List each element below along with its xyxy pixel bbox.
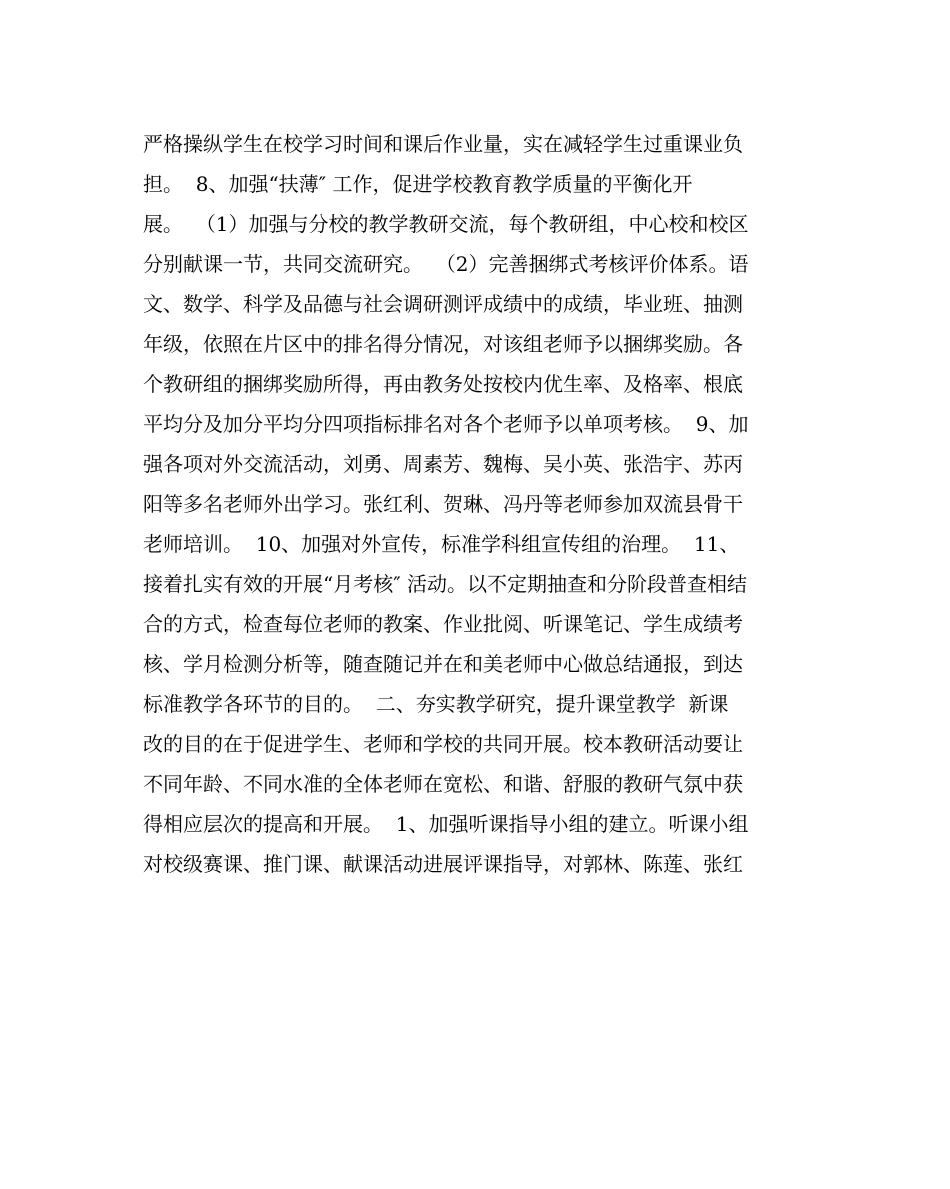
- text-line: 不同年龄、不同水准的全体老师在宽松、和谐、舒服的教研气氛中获: [143, 772, 743, 796]
- text-line: 个教研组的捆绑奖励所得，再由教务处按校内优生率、及格率、根底: [143, 372, 743, 396]
- text-line: 老师培训。 10、加强对外宣传，标准学科组宣传组的治理。 11、: [143, 532, 740, 556]
- text-line: 担。 8、加强“扶薄″ 工作，促进学校教育教学质量的平衡化开: [143, 172, 693, 196]
- text-line: 阳等多名老师外出学习。张红利、贺琳、冯丹等老师参加双流县骨干: [143, 492, 743, 516]
- text-line: 严格操纵学生在校学习时间和课后作业量，实在减轻学生过重课业负: [143, 132, 743, 156]
- text-line: 核、学月检测分析等，随查随记并在和美老师中心做总结通报，到达: [143, 652, 743, 676]
- text-line: 对校级赛课、推门课、献课活动进展评课指导，对郭林、陈莲、张红: [143, 852, 743, 876]
- body-text: [143, 124, 823, 884]
- text-line: 分别献课一节，共同交流研究。 （2）完善捆绑式考核评价体系。语: [143, 252, 749, 276]
- text-line: 文、数学、科学及品德与社会调研测评成绩中的成绩，毕业班、抽测: [143, 292, 743, 316]
- text-line: 平均分及加分平均分四项指标排名对各个老师予以单项考核。 9、加: [143, 412, 749, 436]
- text-line: 年级，依照在片区中的排名得分情况，对该组老师予以捆绑奖励。各: [143, 332, 743, 356]
- text-line: 改的目的在于促进学生、老师和学校的共同开展。校本教研活动要让: [143, 732, 743, 756]
- text-line: 接着扎实有效的开展“月考核″ 活动。以不定期抽查和分阶段普查相结: [143, 572, 748, 596]
- text-line: 标准教学各环节的目的。 二、夯实教学研究，提升课堂教学 新课: [143, 692, 729, 716]
- text-line: 展。 （1）加强与分校的教学教研交流，每个教研组，中心校和校区: [143, 212, 749, 236]
- text-line: 得相应层次的提高和开展。 1、加强听课指导小组的建立。听课小组: [143, 812, 749, 836]
- text-line: 合的方式，检查每位老师的教案、作业批阅、听课笔记、学生成绩考: [143, 612, 743, 636]
- text-line: 强各项对外交流活动，刘勇、周素芳、魏梅、吴小英、张浩宇、苏丙: [143, 452, 743, 476]
